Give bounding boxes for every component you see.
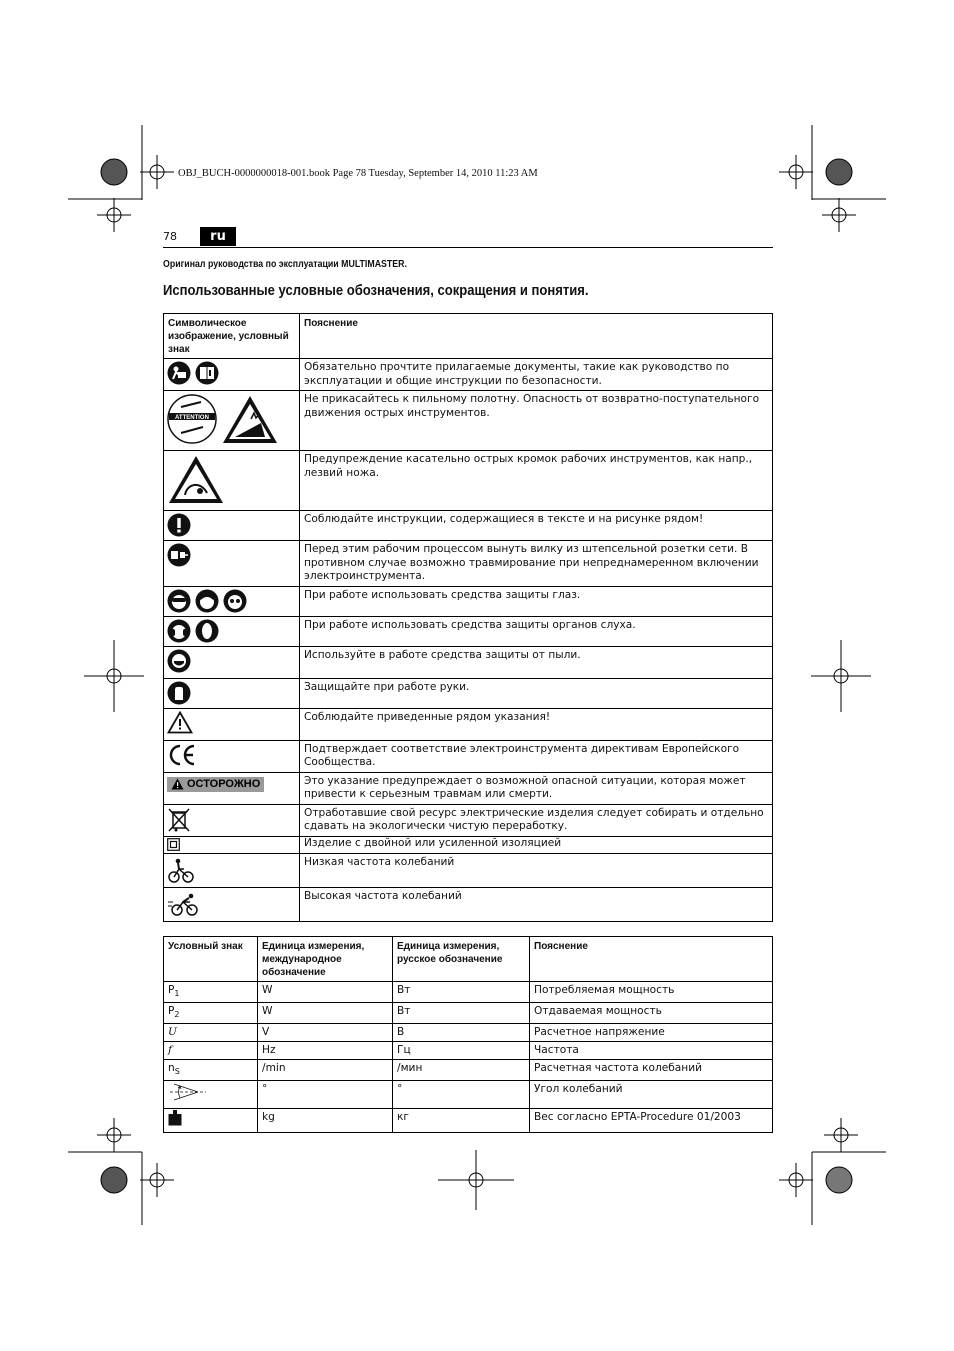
language-badge: ru bbox=[200, 227, 236, 246]
column-header: Единица измерения, русское обозначение bbox=[393, 937, 530, 982]
weight-icon bbox=[168, 1110, 182, 1126]
table-row bbox=[164, 772, 773, 804]
unit-symbol: $P_2$ bbox=[164, 1003, 258, 1024]
row-text: Высокая частота колебаний bbox=[300, 887, 773, 921]
unit-international: /min bbox=[258, 1060, 393, 1081]
mandatory-exclamation-icon bbox=[167, 513, 191, 537]
table-row bbox=[164, 1081, 773, 1109]
table-row bbox=[164, 391, 773, 451]
table-row bbox=[164, 853, 773, 887]
ce-mark-icon bbox=[167, 743, 197, 767]
unit-international: ° bbox=[258, 1081, 393, 1109]
units-table bbox=[163, 936, 773, 1133]
double-insulation-icon bbox=[167, 838, 180, 851]
unit-russian: В bbox=[393, 1024, 530, 1042]
table-row bbox=[164, 1109, 773, 1133]
row-text: Защищайте при работе руки. bbox=[300, 678, 773, 708]
table-row bbox=[164, 586, 773, 616]
unit-explanation: Расчетное напряжение bbox=[530, 1024, 773, 1042]
unit-international: kg bbox=[258, 1109, 393, 1133]
table-header-row bbox=[164, 937, 773, 982]
column-header: Единица измерения, международное обозначение bbox=[258, 937, 393, 982]
unit-russian: кг bbox=[393, 1109, 530, 1133]
column-header: Условный знак bbox=[164, 937, 258, 982]
row-text: Соблюдайте приведенные рядом указания! bbox=[300, 708, 773, 740]
table-row bbox=[164, 1060, 773, 1081]
column-header: Пояснение bbox=[300, 314, 773, 359]
oscillation-angle-icon bbox=[168, 1082, 208, 1102]
table-row bbox=[164, 1003, 773, 1024]
unit-explanation: Угол колебаний bbox=[530, 1081, 773, 1109]
table-row bbox=[164, 511, 773, 541]
table-row bbox=[164, 740, 773, 772]
row-text: Не прикасайтесь к пильному полотну. Опасность от возвратно-поступательного движения острых инструментов. bbox=[300, 391, 773, 451]
row-text: Обязательно прочтите прилагаемые документы, такие как руководство по эксплуатации и общие инструкции по безопасности. bbox=[300, 359, 773, 391]
table-row bbox=[164, 887, 773, 921]
unit-international: Hz bbox=[258, 1042, 393, 1060]
unit-russian: /мин bbox=[393, 1060, 530, 1081]
unit-symbol: f bbox=[164, 1042, 258, 1060]
saw-blade-warning-icon bbox=[221, 393, 279, 445]
dust-mask-icon bbox=[167, 649, 191, 673]
unit-russian: ° bbox=[393, 1081, 530, 1109]
print-header: OBJ_BUCH-0000000018-001.book Page 78 Tuesday, September 14, 2010 11:23 AM bbox=[178, 168, 538, 179]
unit-international: W bbox=[258, 982, 393, 1003]
unit-explanation: Вес согласно EPTA-Procedure 01/2003 bbox=[530, 1109, 773, 1133]
row-text: Низкая частота колебаний bbox=[300, 853, 773, 887]
row-text: Используйте в работе средства защиты от пыли. bbox=[300, 646, 773, 678]
section-title: Использованные условные обозначения, сокращения и понятия. bbox=[163, 283, 589, 299]
row-text: Соблюдайте инструкции, содержащиеся в тексте и на рисунке рядом! bbox=[300, 511, 773, 541]
unit-russian: Вт bbox=[393, 982, 530, 1003]
unit-symbol: $P_1$ bbox=[164, 982, 258, 1003]
table-row bbox=[164, 359, 773, 391]
unit-russian: Гц bbox=[393, 1042, 530, 1060]
row-text: Отработавшие свой ресурс электрические изделия следует собирать и отдельно сдавать на экологически чистую переработку. bbox=[300, 804, 773, 836]
unit-symbol: U bbox=[164, 1024, 258, 1042]
unit-russian: Вт bbox=[393, 1003, 530, 1024]
table-row bbox=[164, 708, 773, 740]
page-number: 78 bbox=[163, 230, 177, 243]
unit-symbol: $n_S$ bbox=[164, 1060, 258, 1081]
sharp-edge-warning-icon bbox=[167, 453, 225, 505]
weee-bin-icon bbox=[167, 807, 191, 833]
symbols-table bbox=[163, 313, 773, 922]
ear-muffs-icon bbox=[167, 619, 191, 643]
attention-saw-icon bbox=[167, 393, 217, 445]
table-header-row bbox=[164, 314, 773, 359]
safety-glasses-icon bbox=[223, 589, 247, 613]
table-row bbox=[164, 804, 773, 836]
caution-triangle-icon bbox=[167, 711, 193, 734]
table-row bbox=[164, 982, 773, 1003]
table-row bbox=[164, 678, 773, 708]
fast-bicycle-icon bbox=[167, 890, 201, 918]
row-text: Изделие с двойной или усиленной изоляцией bbox=[300, 836, 773, 853]
warning-signal-label bbox=[167, 777, 264, 793]
table-row bbox=[164, 1042, 773, 1060]
table-row bbox=[164, 616, 773, 646]
warning-triangle-icon bbox=[171, 778, 184, 790]
unit-explanation: Отдаваемая мощность bbox=[530, 1003, 773, 1024]
unit-symbol bbox=[164, 1081, 258, 1109]
row-text: Перед этим рабочим процессом вынуть вилку из штепсельной розетки сети. В противном случае возможно травмирование при непреднамеренном включении электроинструмента. bbox=[300, 541, 773, 587]
unit-explanation: Частота bbox=[530, 1042, 773, 1060]
unplug-icon bbox=[167, 543, 191, 567]
table-row bbox=[164, 541, 773, 587]
table-row bbox=[164, 451, 773, 511]
unit-explanation: Расчетная частота колебаний bbox=[530, 1060, 773, 1081]
unit-international: W bbox=[258, 1003, 393, 1024]
table-row bbox=[164, 646, 773, 678]
gloves-icon bbox=[167, 681, 191, 705]
table-row bbox=[164, 836, 773, 853]
header-rule bbox=[163, 247, 773, 248]
column-header: Пояснение bbox=[530, 937, 773, 982]
face-shield-icon bbox=[195, 589, 219, 613]
slow-bicycle-icon bbox=[167, 856, 195, 884]
table-row bbox=[164, 1024, 773, 1042]
manual-book-icon bbox=[195, 361, 219, 385]
goggles-icon bbox=[167, 589, 191, 613]
ear-protection-icon bbox=[195, 619, 219, 643]
document-subtitle: Оригинал руководства по эксплуатации MULTIMASTER. bbox=[163, 259, 407, 270]
row-text: При работе использовать средства защиты глаз. bbox=[300, 586, 773, 616]
warning-label-text: ОСТОРОЖНО bbox=[187, 777, 261, 790]
row-text: Это указание предупреждает о возможной опасной ситуации, которая может привести к серьезным травмам или смерти. bbox=[300, 772, 773, 804]
unit-explanation: Потребляемая мощность bbox=[530, 982, 773, 1003]
attention-label: ATTENTION bbox=[175, 415, 209, 421]
row-text: При работе использовать средства защиты органов слуха. bbox=[300, 616, 773, 646]
unit-international: V bbox=[258, 1024, 393, 1042]
read-manual-icon bbox=[167, 361, 191, 385]
row-text: Предупреждение касательно острых кромок рабочих инструментов, как напр., лезвий ножа. bbox=[300, 451, 773, 511]
unit-symbol bbox=[164, 1109, 258, 1133]
column-header: Символическое изображение, условный знак bbox=[164, 314, 300, 359]
row-text: Подтверждает соответствие электроинструмента директивам Европейского Сообщества. bbox=[300, 740, 773, 772]
